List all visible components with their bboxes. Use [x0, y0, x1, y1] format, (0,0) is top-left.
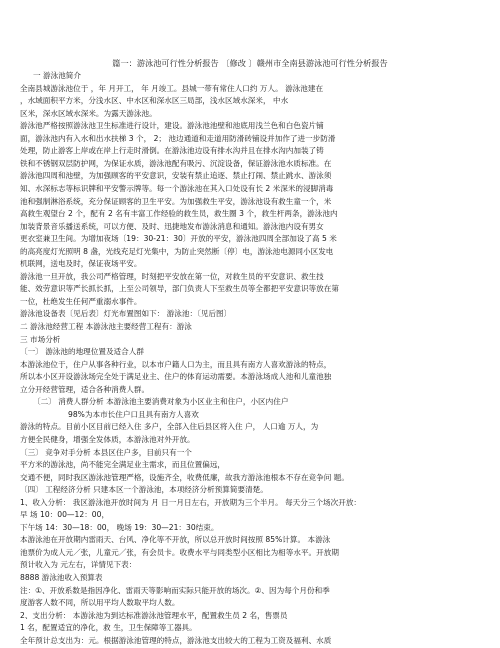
body-line: 〔一〕 游泳池的地理位置及适合人群 [20, 347, 144, 357]
body-line: 平方米的游泳池，尚不能完全满足业主需求，而且位置偏远， [20, 460, 226, 470]
body-line: 本游泳池在开放期内雷雨天、台风、净化等不开放，所以总开放时间按照 85%计算。 本游泳 [20, 535, 331, 545]
body-line: 游泳的特点。目前小区目前已经入住 多户，全部入住后县区将入住 户， 人口逾 万人，为 [20, 422, 319, 432]
body-line: 的高亮度灯光照明 8 盏，光线充足灯光集中，为防止突然断〔停〕电，游泳池电源同小区发电 [20, 246, 334, 256]
body-line: 更衣室兼卫生间。为增加夜场〔19：30-21：30〕开放的平安，游泳池四周全部加设了高 5 米 [20, 234, 337, 244]
body-line: 池和强制淋浴系统，充分保证顾客的卫生平安。为加强救生平安，游泳池设有救生童一个，米 [20, 196, 332, 206]
body-line: 交通不便，同时我区游泳池管理严格，设施齐全，收费低廉，故我方游泳池根本不存在竞争问 题。 [20, 472, 349, 482]
body-line: 98%为本市长住户口且具有南方人喜欢 [68, 409, 199, 419]
body-line: 机联网，送电及时，保证夜场平安。 [20, 259, 142, 269]
body-line: 全年预计总支出为：元。根据游泳池管理的特点，游泳池支出较大的工程为工资及福利、水质 [20, 635, 332, 645]
body-line: 注：①、开放系数是指因净化、雷雨天等影响而实际只能开放的场次。②、因为每个月份和季 [20, 585, 330, 595]
body-line: 游泳池设备表〔见后表〕灯光布置图如下： 游泳池：〔见后图〕 [20, 309, 232, 319]
body-line: 铁和不锈钢双层防护网，为保证水质，游泳池配有吸污、沉淀设备，保证游泳池水质标准。在 [20, 158, 332, 168]
body-line: 所以本小区开设游泳场完全处于满足业主、住户的体育运动需要。本游泳场成人池和儿童池独 [20, 372, 332, 382]
body-line: 方便全民健身，增强全发体质，本游泳池对外开放。 [20, 434, 195, 444]
body-line: 〔二〕 消费人群分析 本游泳池主要消费对象为小区业主和住户，小区内住户 [33, 397, 289, 407]
body-line: 本游泳池位于，住户从事各种行业，以本市户籍人口为主，而且具有南方人喜欢游泳的特点， [20, 359, 332, 369]
body-line: 〔三〕 竞争对手分析 本县区住户多，目前只有一个 [20, 447, 192, 457]
document-title: 篇一：游泳池可行性分析报告 〔修改 〕赣州市全南县游泳池可行性分析报告 [112, 58, 388, 68]
body-line: 1、收入分析： 我区游泳池开放时间为 月 日一月日左右，开放期为三个半月。 每天分三个场次开放： [20, 497, 362, 507]
body-line: 一 游泳池简介 [33, 71, 81, 80]
body-line: 1 名，配置适宜的净化，救 生，卫生保障等工器具。 [20, 623, 197, 633]
body-line: 游泳池一旦开放，我公司严格管理，时刻把平安放在第一位，对救生员的平安意识、救生技 [20, 271, 324, 281]
body-line: 加装背景音乐播送系统，可以方便、及时、迅捷地发布游泳消息和通知。游泳池内设有男女 [20, 221, 324, 231]
body-line: ，水域面积平方米，分浅水区、中水区和深水区三局部，浅水区域水深米， 中水 [20, 96, 289, 106]
body-line: 二 游泳池经营工程 本游泳池主要经营工程有：游泳 [20, 322, 192, 331]
body-line: 一位，杜绝发生任何严重溺水事件。 [20, 296, 142, 306]
body-line: 游泳池严格按照游泳池卫生标准进行设计，建设。游泳池池壁和池底用浅兰色和白色瓷片铺 [20, 121, 324, 131]
body-line: 面，游泳池内有入水和出水扶梯 3 个， 2； 池边通道和走道用防滑砖铺设并加作了进一步防滑 [20, 133, 336, 143]
body-line: 游泳池四周和池壁，为加强顾客的平安意识，安装有禁止追逐、禁止打闹、禁止跳水、游泳须 [20, 171, 332, 181]
body-line: 池票价为成人元／张，儿童元／张，有会员卡。收费水平与同类型小区相比为相等水平。开放期 [20, 547, 339, 557]
body-line: 早 场 10：00—12：00， [20, 510, 110, 520]
body-line: 处理，防止游客上岸或在岸上行走时滑倒。在游泳池边设有排水沟并且在排水沟内加装了铸 [20, 146, 324, 156]
body-line: 预计收入为 元左右，详情见下表： [20, 560, 137, 570]
body-line: 知、水深标志等标识牌和平安警示牌等。每一个游泳池在其入口处设有长 2 米深米的浸脚消毒 [20, 183, 334, 193]
body-line: 区米，深水区域水深米。为露天游泳池。 [20, 108, 157, 118]
body-line: 立分开经营管理，适合各种消费人群。 [20, 384, 150, 394]
body-line: 〔四〕 工程经济分析 只建本区一个游泳池，本项经济分析预算简要清楚。 [20, 485, 268, 495]
body-line: 全南县城游泳池位于 ，年 月开工， 年 月竣工。县城一带有常住人口约 万人。 游泳池建在 [20, 83, 324, 93]
body-line: 度游客人数不同，所以用平均人数取平均人数。 [20, 598, 180, 608]
body-line: 8888 游泳池收入预算表 [20, 573, 103, 582]
body-line: 能、效劳意识等严长抓长抓，上至公司领导，部门负责人下至救生员等全都把平安意识等放在第 [20, 284, 339, 294]
body-line: 2、支出分析： 本游泳池为到达标准游泳池管理水平，配置救生员 2 名，售票员 [20, 610, 288, 620]
body-line: 高救生观望台 2 个，配有 2 名有丰富工作经验的救生员，救生圈 3 个，救生杆两条，游泳池内 [20, 209, 338, 219]
body-line: 三 市场分析 [20, 334, 61, 344]
body-line: 下午场 14：30—18：00， 晚场 19：30—21：30结束。 [20, 522, 219, 532]
